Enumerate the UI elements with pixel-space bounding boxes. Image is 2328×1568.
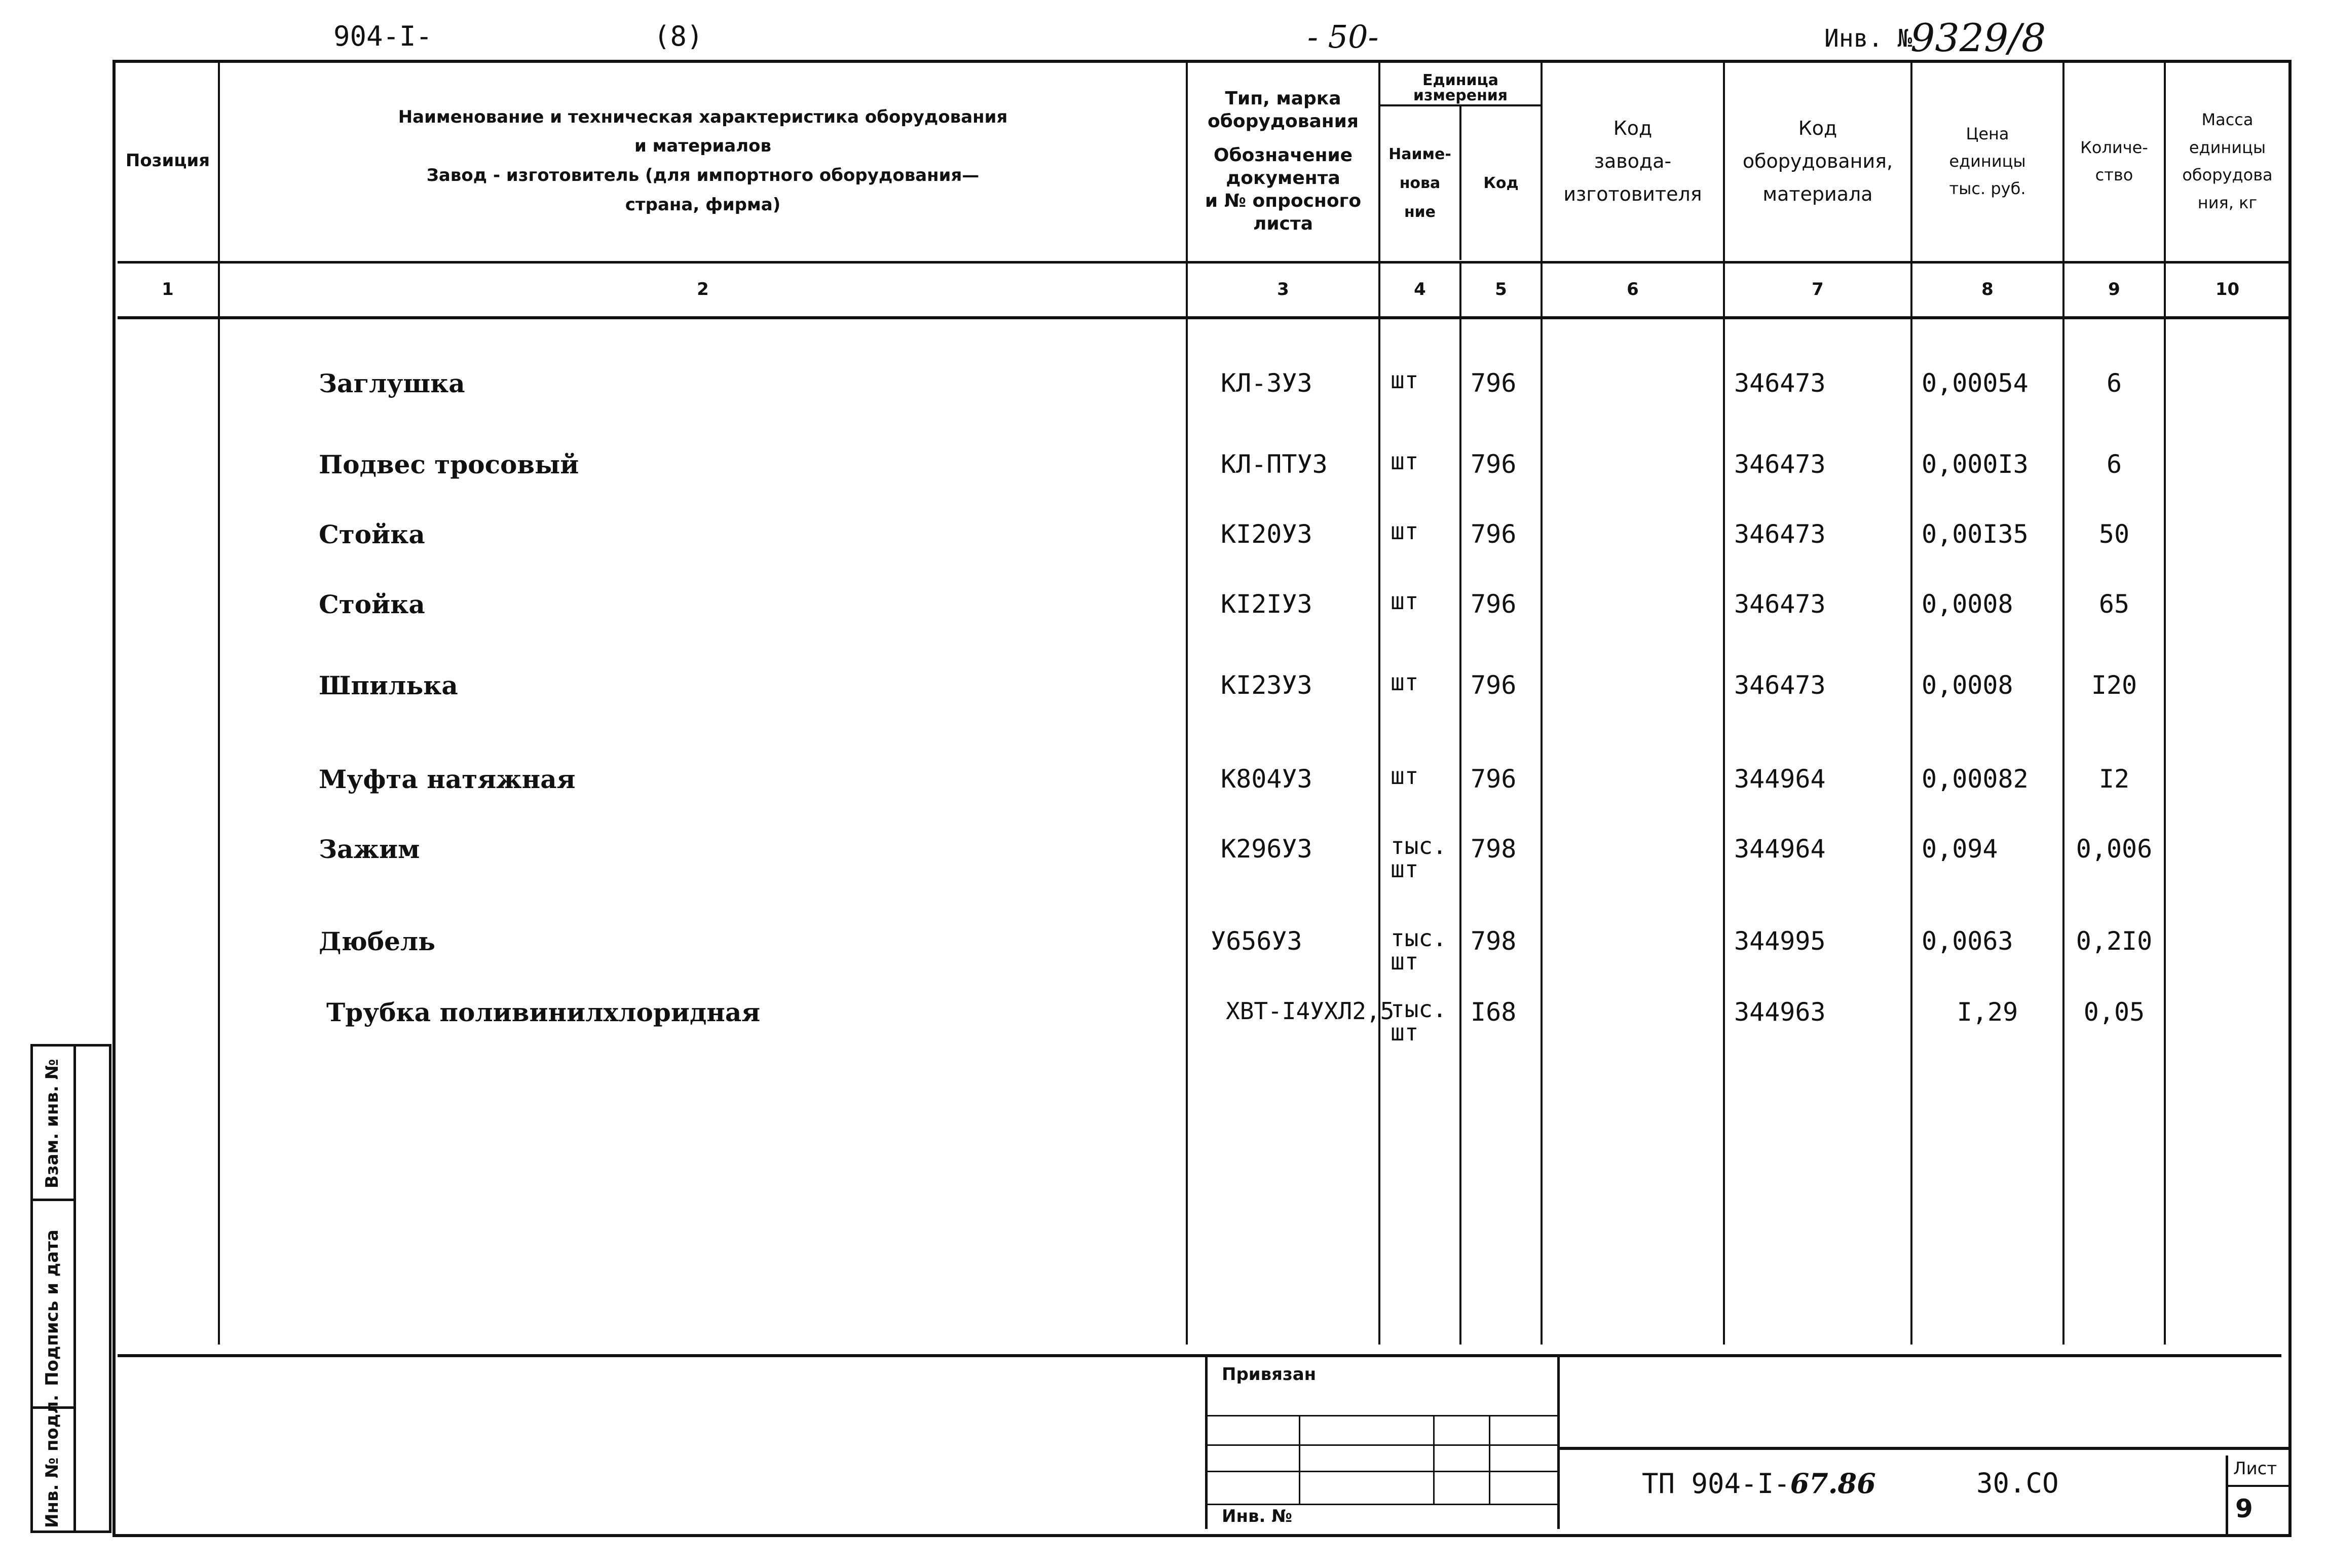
item-name: Шпилька xyxy=(219,670,1187,764)
item-quantity: 0,05 xyxy=(2063,997,2165,1058)
item-unit: шт xyxy=(1379,368,1460,450)
item-unit-code: 796 xyxy=(1460,450,1542,519)
item-unit: тыс. шт xyxy=(1379,926,1460,997)
col-number: 7 xyxy=(1724,262,1911,318)
item-unit: шт xyxy=(1379,519,1460,589)
signature-date-cell xyxy=(33,1201,73,1409)
item-type: К804УЗ xyxy=(1187,764,1379,834)
col-number: 3 xyxy=(1187,262,1379,318)
item-unit-code: 796 xyxy=(1460,764,1542,834)
item-type: КЛ-ПТУЗ xyxy=(1187,450,1379,519)
item-unit-code: 796 xyxy=(1460,368,1542,450)
item-unit: тыс. шт xyxy=(1379,834,1460,926)
item-quantity: I20 xyxy=(2063,670,2165,764)
col-number: 5 xyxy=(1460,262,1542,318)
item-equipment-code: 346473 xyxy=(1724,368,1911,450)
item-unit: шт xyxy=(1379,589,1460,670)
col-quantity-header: Количе- ство xyxy=(2063,62,2165,262)
col-unit-group-header: Единица измерения Наиме- нова ние Код xyxy=(1379,62,1542,262)
table-row xyxy=(118,368,2289,450)
item-type: КI23УЗ xyxy=(1187,670,1379,764)
specification-table xyxy=(118,62,2289,1345)
item-type: У656УЗ xyxy=(1187,926,1379,997)
title-block-top-line xyxy=(118,1354,2281,1357)
original-inventory-label: Инв. № подл. xyxy=(42,1394,62,1528)
item-price: 0,00082 xyxy=(1911,764,2063,834)
item-unit: шт xyxy=(1379,764,1460,834)
col-price-header: Цена единицы тыс. руб. xyxy=(1911,62,2063,262)
item-price: 0,00054 xyxy=(1911,368,2063,450)
document-code: ТП 904-I-67.86 xyxy=(1642,1467,1876,1500)
item-price: I,29 xyxy=(1911,997,2063,1058)
item-quantity: 6 xyxy=(2063,450,2165,519)
item-quantity: 0,006 xyxy=(2063,834,2165,926)
binding-block xyxy=(1205,1354,1560,1529)
column-number-row xyxy=(118,262,2289,318)
table-row xyxy=(118,670,2289,764)
replaced-inventory-label: Взам. инв. № xyxy=(42,1059,62,1188)
col-number: 6 xyxy=(1542,262,1724,318)
col-number: 9 xyxy=(2063,262,2165,318)
col-equipment-code-header: Код оборудования, материала xyxy=(1724,62,1911,262)
item-unit: тыс. шт xyxy=(1379,997,1460,1058)
item-name: Трубка поливинилхлоридная xyxy=(219,997,1187,1058)
item-price: 0,0008 xyxy=(1911,670,2063,764)
col-unit-code-header: Код xyxy=(1459,106,1541,260)
title-block-divider xyxy=(1560,1447,2292,1450)
item-quantity: 6 xyxy=(2063,368,2165,450)
item-unit-code: 796 xyxy=(1460,519,1542,589)
item-type: КI2IУЗ xyxy=(1187,589,1379,670)
sheet-number: 9 xyxy=(2235,1494,2253,1523)
item-price: 0,000I3 xyxy=(1911,450,2063,519)
binding-inventory-label: Инв. № xyxy=(1222,1506,1293,1526)
table-row xyxy=(118,997,2289,1058)
item-price: 0,094 xyxy=(1911,834,2063,926)
item-name: Муфта натяжная xyxy=(219,764,1187,834)
inventory-number: 9329/8 xyxy=(1910,15,2046,60)
item-quantity: 65 xyxy=(2063,589,2165,670)
item-price: 0,0063 xyxy=(1911,926,2063,997)
table-row xyxy=(118,450,2289,519)
item-equipment-code: 346473 xyxy=(1724,519,1911,589)
item-unit-code: I68 xyxy=(1460,997,1542,1058)
sheet-label: Лист xyxy=(2233,1459,2277,1479)
table-row xyxy=(118,519,2289,589)
inventory-label: Инв. № xyxy=(1824,24,1912,53)
item-unit-code: 796 xyxy=(1460,670,1542,764)
item-name: Зажим xyxy=(219,834,1187,926)
item-price: 0,0008 xyxy=(1911,589,2063,670)
item-type: К296УЗ xyxy=(1187,834,1379,926)
col-number: 4 xyxy=(1379,262,1460,318)
item-unit: шт xyxy=(1379,450,1460,519)
item-name: Дюбель xyxy=(219,926,1187,997)
col-type-header: Тип, марка оборудования Обозначение документа и № опросного листа xyxy=(1187,62,1379,262)
col-number: 10 xyxy=(2165,262,2289,318)
col-number: 8 xyxy=(1911,262,2063,318)
table-row xyxy=(118,926,2289,997)
table-row xyxy=(118,834,2289,926)
doc-series: 904-I- xyxy=(333,20,433,52)
col-number: 1 xyxy=(118,262,219,318)
page-number: - 50- xyxy=(1307,18,1379,55)
item-name: Стойка xyxy=(219,589,1187,670)
header-row xyxy=(118,62,2289,262)
table-row xyxy=(118,764,2289,834)
approval-stamp-strip xyxy=(30,1044,111,1533)
col-name-header: Наименование и техническая характеристика оборудования и материалов Завод - изготовитель (для импортного оборудования— страна, фирма) xyxy=(219,62,1187,262)
item-type: КЛ-ЗУЗ xyxy=(1187,368,1379,450)
item-equipment-code: 344964 xyxy=(1724,764,1911,834)
item-equipment-code: 344963 xyxy=(1724,997,1911,1058)
doc-bracket-number: (8) xyxy=(654,20,703,52)
signature-date-label: Подпись и дата xyxy=(42,1229,62,1386)
item-quantity: 50 xyxy=(2063,519,2165,589)
item-name: Заглушка xyxy=(219,368,1187,450)
item-name: Стойка xyxy=(219,519,1187,589)
item-price: 0,00I35 xyxy=(1911,519,2063,589)
album-code: 30.СО xyxy=(1976,1467,2059,1499)
item-unit-code: 798 xyxy=(1460,834,1542,926)
item-unit-code: 798 xyxy=(1460,926,1542,997)
item-equipment-code: 346473 xyxy=(1724,450,1911,519)
item-name: Подвес тросовый xyxy=(219,450,1187,519)
item-unit: шт xyxy=(1379,670,1460,764)
item-equipment-code: 344964 xyxy=(1724,834,1911,926)
item-type: КI20УЗ xyxy=(1187,519,1379,589)
item-unit-code: 796 xyxy=(1460,589,1542,670)
col-maker-code-header: Код завода- изготовителя xyxy=(1542,62,1724,262)
item-type: ХВТ-I4УХЛ2,5 xyxy=(1187,997,1379,1058)
item-equipment-code: 346473 xyxy=(1724,670,1911,764)
replaced-inventory-cell xyxy=(33,1047,73,1201)
col-mass-header: Масса единицы оборудова ния, кг xyxy=(2165,62,2289,262)
col-position-header: Позиция xyxy=(125,151,210,171)
col-number: 2 xyxy=(219,262,1187,318)
item-equipment-code: 344995 xyxy=(1724,926,1911,997)
item-equipment-code: 346473 xyxy=(1724,589,1911,670)
col-unit-name-header: Наиме- нова ние xyxy=(1388,145,1451,221)
original-inventory-cell xyxy=(33,1394,73,1533)
item-quantity: 0,2I0 xyxy=(2063,926,2165,997)
binding-label: Привязан xyxy=(1222,1364,1317,1385)
item-quantity: I2 xyxy=(2063,764,2165,834)
sheet-number-box xyxy=(2226,1455,2292,1537)
table-row xyxy=(118,589,2289,670)
